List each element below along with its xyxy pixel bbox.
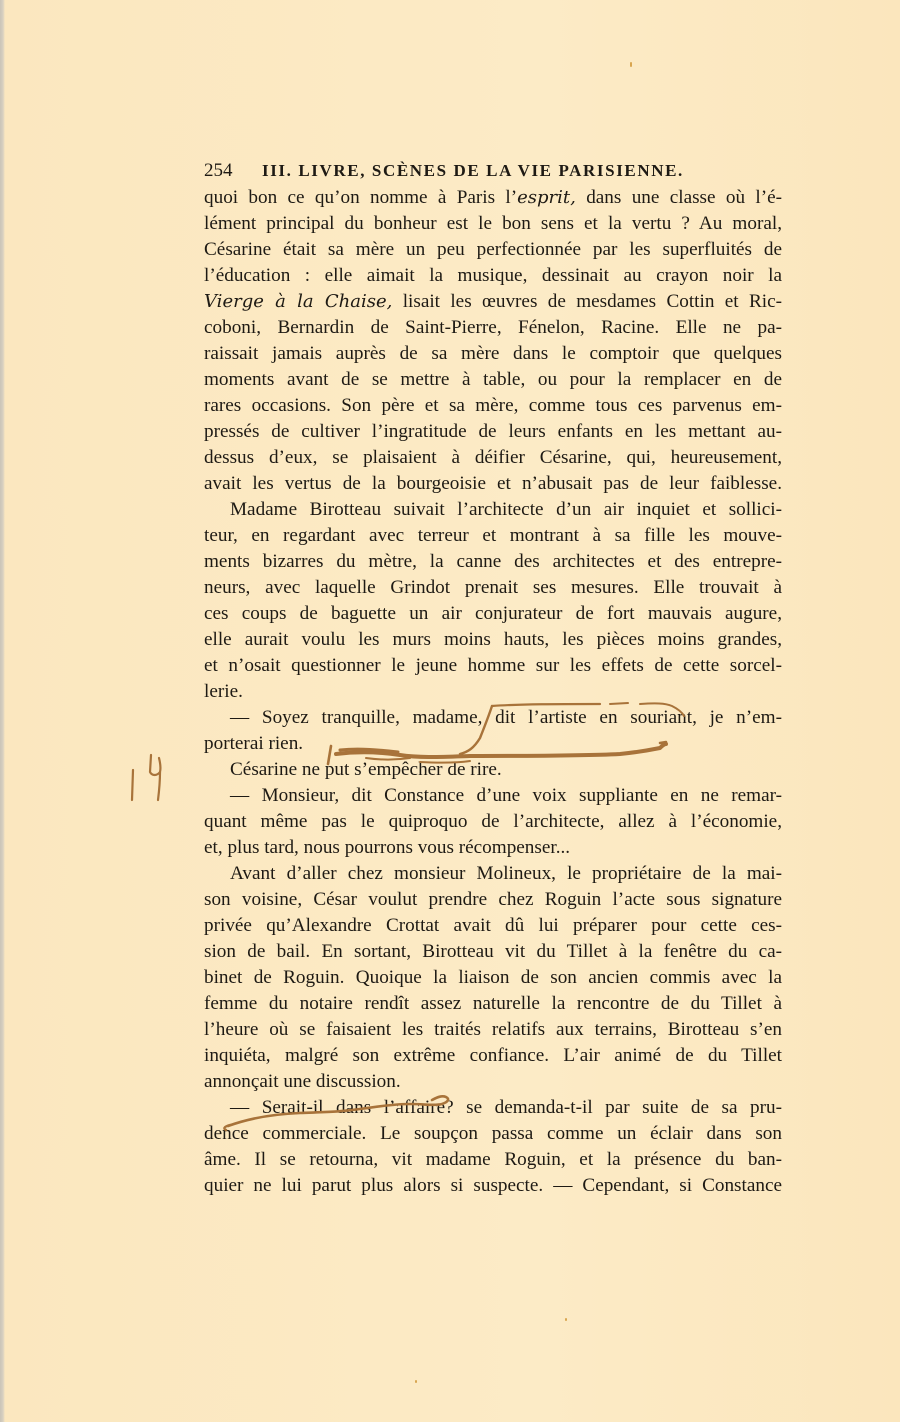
text-line: femme du notaire rendît assez naturelle la rencontre de du Tillet à [204, 993, 782, 1014]
text-line: ments bizarres du mètre, la canne des architectes et des entrepre- [204, 551, 782, 572]
text-line: Avant d’aller chez monsieur Molineux, le propriétaire de la mai- [230, 863, 782, 884]
text-line: neurs, avec laquelle Grindot prenait ses mesures. Elle trouvait à [204, 577, 782, 598]
text-line: l’éducation : elle aimait la musique, dessinait au crayon noir la [204, 265, 782, 286]
text-line: raissait jamais auprès de sa mère dans le comptoir que quelques [204, 343, 782, 364]
text-line: binet de Roguin. Quoique la liaison de son ancien commis avec la [204, 967, 782, 988]
text-line: quier ne lui parut plus alors si suspecte. — Cependant, si Constance [204, 1175, 782, 1196]
text-line: coboni, Bernardin de Saint-Pierre, Fénelon, Racine. Elle ne pa- [204, 317, 782, 338]
text-line: pressés de cultiver l’ingratitude de leurs enfants en les mettant au- [204, 421, 782, 442]
text-line: dessus d’eux, se plaisaient à déifier Césarine, qui, heureusement, [204, 447, 782, 468]
paper-speck [415, 1380, 417, 1383]
text-line: son voisine, César voulut prendre chez Roguin l’acte sous signature [204, 889, 782, 910]
page-number: 254 [204, 160, 233, 181]
text-line: et n’osait questionner le jeune homme sur les effets de cette sorcel- [204, 655, 782, 676]
text-line: lerie. [204, 681, 243, 702]
text-line: ces coups de baguette un air conjurateur de fort mauvais augure, [204, 603, 782, 624]
text-line: annonçait une discussion. [204, 1071, 401, 1092]
text-line: avait les vertus de la bourgeoisie et n’abusait pas de leur faiblesse. [204, 473, 782, 494]
text-line: — Serait-il dans l’affaire? se demanda-t-il par suite de sa pru- [230, 1097, 782, 1118]
paper-speck [565, 1318, 567, 1321]
text-line: dence commerciale. Le soupçon passa comme un éclair dans son [204, 1123, 782, 1144]
text-line: et, plus tard, nous pourrons vous récompenser... [204, 837, 571, 858]
text-line: inquiéta, malgré son extrême confiance. L’air animé de du Tillet [204, 1045, 782, 1066]
body-text [204, 185, 782, 1199]
text-line: Madame Birotteau suivait l’architecte d’un air inquiet et sollici- [230, 499, 782, 520]
text-line: elle aurait voulu les murs moins hauts, les pièces moins grandes, [204, 629, 782, 650]
text-line: moments avant de se mettre à table, ou pour la remplacer en de [204, 369, 782, 390]
text-line: porterai rien. [204, 733, 304, 754]
text-line: — Soyez tranquille, madame, dit l’artiste en souriant, je n’em- [230, 707, 782, 728]
page-header [204, 158, 784, 184]
running-title: III. LIVRE, SCÈNES DE LA VIE PARISIENNE. [262, 161, 684, 180]
text-line: quant même pas le quiproquo de l’architecte, allez à l’économie, [204, 811, 782, 832]
text-line: rares occasions. Son père et sa mère, comme tous ces parvenus em- [204, 395, 782, 416]
text-line: âme. Il se retourna, vit madame Roguin, et la présence du ban- [204, 1149, 782, 1170]
text-line: Césarine ne put s’empêcher de rire. [230, 759, 502, 780]
text-line: teur, en regardant avec terreur et montrant à sa fille les mouve- [204, 525, 782, 546]
italic-word: esprit, [517, 187, 576, 208]
text-line: privée qu’Alexandre Crottat avait dû lui préparer pour cette ces- [204, 915, 782, 936]
italic-title: Vierge à la Chaise, [204, 291, 393, 312]
text-line: lément principal du bonheur est le bon sens et la vertu ? Au moral, [204, 213, 782, 234]
text-line: sion de bail. En sortant, Birotteau vit du Tillet à la fenêtre du ca- [204, 941, 782, 962]
paper-speck [630, 62, 632, 67]
text-line: — Monsieur, dit Constance d’une voix suppliante en ne remar- [230, 785, 782, 806]
text-line: l’heure où se faisaient les traités relatifs aux terrains, Birotteau s’en [204, 1019, 782, 1040]
text-line: Vierge à la Chaise, lisait les œuvres de mesdames Cottin et Ric- [204, 291, 782, 312]
text-line: Césarine était sa mère un peu perfectionnée par les superfluités de [204, 239, 782, 260]
text-line: quoi bon ce qu’on nomme à Paris l’esprit, dans une classe où l’é- [204, 187, 782, 208]
